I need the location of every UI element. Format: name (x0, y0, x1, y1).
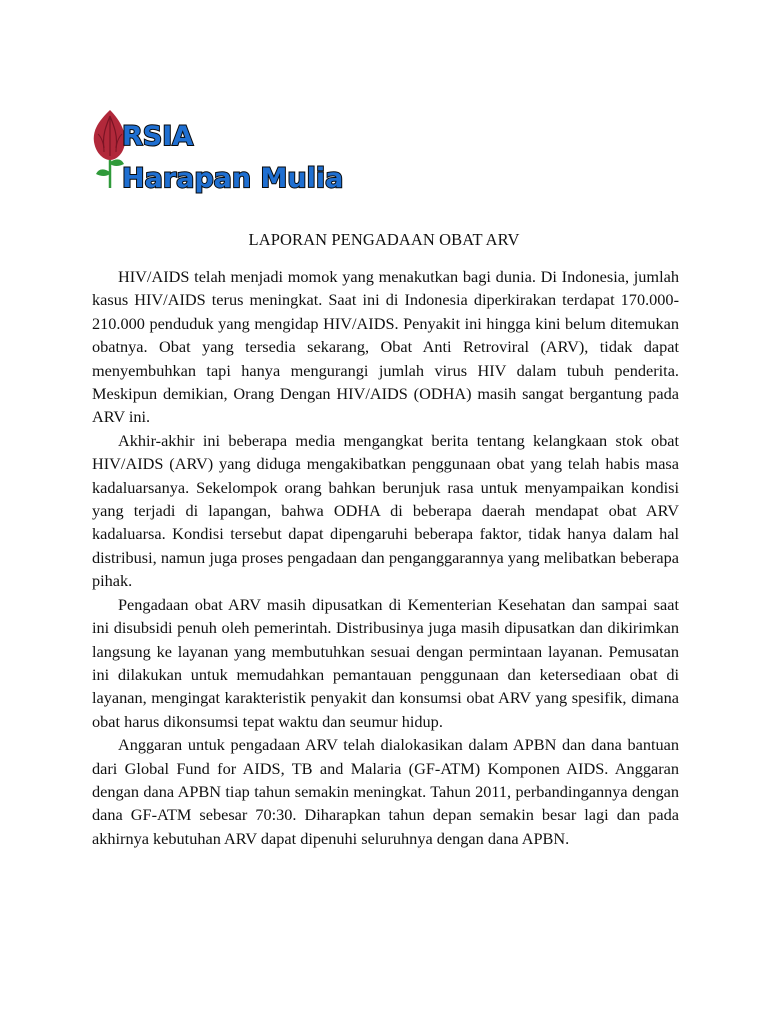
document-body (92, 265, 679, 850)
rsia-logo (88, 108, 358, 200)
paragraph: HIV/AIDS telah menjadi momok yang menakutkan bagi dunia. Di Indonesia, jumlah kasus HIV/AIDS terus meningkat. Saat ini di Indonesia diperkirakan terdapat 170.000-210.000 penduduk yang mengidap HIV/AIDS. Penyakit ini hingga kini belum ditemukan obatnya. Obat yang tersedia sekarang, Obat Anti Retroviral (ARV), tidak dapat menyembuhkan tapi hanya mengurangi jumlah virus HIV dalam tubuh penderita. Meskipun demikian, Orang Dengan HIV/AIDS (ODHA) masih sangat bergantung pada ARV ini. (92, 267, 679, 427)
logo-line2: Harapan Mulia (122, 163, 344, 194)
paragraph: Pengadaan obat ARV masih dipusatkan di Kementerian Kesehatan dan sampai saat ini disubsidi penuh oleh pemerintah. Distribusinya juga masih dipusatkan dan dikirimkan langsung ke layanan yang membutuhkan sesuai dengan permintaan layanan. Pemusatan ini dilakukan untuk memudahkan pemantauan penggunaan dan ketersediaan obat di layanan, mengingat karakteristik penyakit dan konsumsi obat ARV yang spesifik, dimana obat harus dikonsumsi tepat waktu dan seumur hidup. (92, 594, 679, 731)
logo-graphic (88, 108, 358, 200)
paragraph: Anggaran untuk pengadaan ARV telah dialokasikan dalam APBN dan dana bantuan dari Global Fund for AIDS, TB and Malaria (GF-ATM) Komponen AIDS. Anggaran dengan dana APBN tiap tahun semakin meningkat. Tahun 2011, perbandingannya dengan dana GF-ATM sebesar 70:30. Diharapkan tahun depan semakin besar lagi dan pada akhirnya kebutuhan ARV dapat dipenuhi seluruhnya dengan dana APBN. (92, 735, 679, 848)
flower-icon (94, 110, 125, 188)
paragraph: Akhir-akhir ini beberapa media mengangkat berita tentang kelangkaan stok obat HIV/AIDS (ARV) yang diduga mengakibatkan penggunaan obat yang telah habis masa kadaluarsanya. Sekelompok orang bahkan berunjuk rasa untuk menyampaikan kondisi yang terjadi di lapangan, bahwa ODHA di beberapa daerah mendapat obat ARV kadaluarsa. Kondisi tersebut dapat dipengaruhi beberapa faktor, tidak hanya dalam hal distribusi, namun juga proses pengadaan dan penganggarannya yang melibatkan beberapa pihak. (92, 430, 679, 591)
document-title: LAPORAN PENGADAAN OBAT ARV (248, 230, 520, 249)
logo-line1: RSIA (122, 121, 194, 152)
